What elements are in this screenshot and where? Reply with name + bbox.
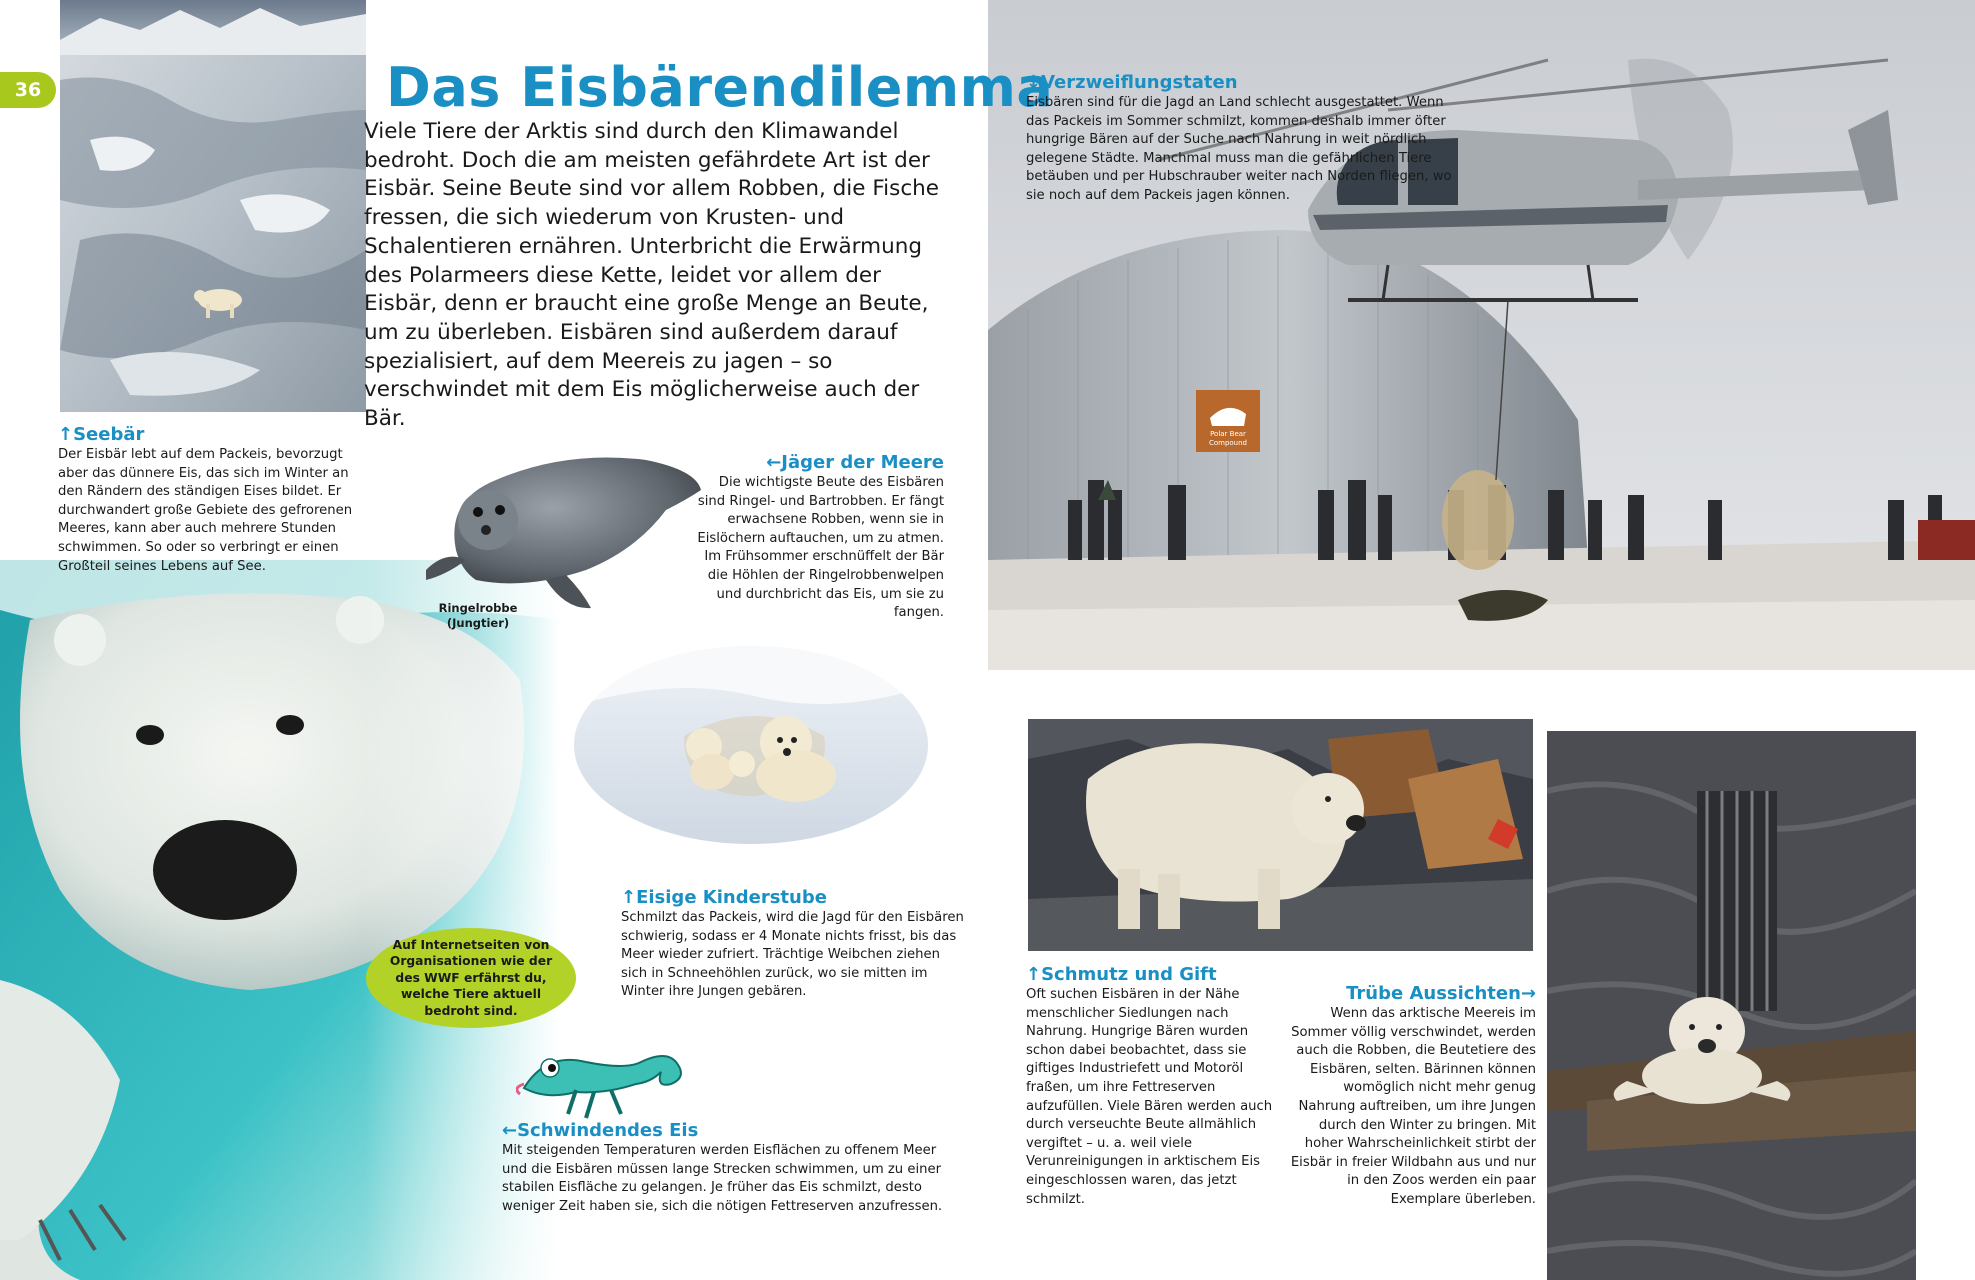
caption-schmutz xyxy=(1026,964,1286,1209)
caption-heading: Trübe Aussichten→ xyxy=(1346,983,1536,1004)
caption-text: Eisbären sind für die Jagd an Land schlecht ausgestattet. Wenn das Packeis im Sommer schmilzt, kommen deshalb immer öfter hungrige Bären auf der Suche nach Nahrung in weit nördlich gelegene Städte. Manchmal muss man die gefährlichen Tiere betäuben und per Hubschrauber weiter nach Norden fliegen, wo sie noch auf dem Packeis jagen können. xyxy=(1026,95,1452,203)
caption-heading: ↑Schmutz und Gift xyxy=(1026,964,1217,985)
seal-label: Ringelrobbe (Jungtier) xyxy=(438,601,518,630)
caption-schwindendes xyxy=(502,1120,958,1216)
caption-text: Mit steigenden Temperaturen werden Eisflächen zu offenem Meer und die Eisbären müssen lange Strecken schwimmen, um zu einer stabilen Eisfläche zu gelangen. Je früher das Eis schmilzt, desto weniger Zeit haben sie, sich die nötigen Fettreserven anzufressen. xyxy=(502,1143,943,1214)
page-title: Das Eisbärendilemma xyxy=(386,56,1054,119)
intro-text: Viele Tiere der Arktis sind durch den Klimawandel bedroht. Doch die am meisten gefährdete Art ist der Eisbär. Seine Beute sind vor allem Robben, die Fische fressen, die sich wiederum von Krusten- und Schalentieren ernähren. Unterbricht die Erwärmung des Polarmeers diese Kette, leidet vor allem der Eisbär, denn er braucht eine große Menge an Beute, um zu überleben. Eisbären sind außerdem darauf spezialisiert, auf dem Meereis zu jagen – so verschwindet mit dem Eis möglicherweise auch der Bär. xyxy=(364,119,939,432)
caption-heading: ↑Eisige Kinderstube xyxy=(621,887,827,908)
caption-heading: ↓Verzweiflungstaten xyxy=(1026,72,1238,93)
photo-bear-den xyxy=(574,646,928,844)
sign-line1: Polar Bear xyxy=(1210,430,1246,438)
caption-heading: ←Jäger der Meere xyxy=(766,452,944,473)
photo-swimming-bear xyxy=(0,560,560,1280)
caption-text: Oft suchen Eisbären in der Nähe menschlicher Siedlungen nach Nahrung. Hungrige Bären wurden schon dabei beobachtet, dass sie giftiges Industriefett und Motoröl fraßen, um ihre Fettreserven aufzufüllen. Viele Bären werden auch durch verseuchte Beute allmählich vergiftet – u. a. weil viele Verunreinigungen in arktischem Eis eingeschlossen waren, das jetzt schmilzt. xyxy=(1026,987,1273,1207)
caption-text: Schmilzt das Packeis, wird die Jagd für den Eisbären schwierig, sodass er 4 Monate nichts frisst, bis das Meer wieder zufriert. Trächtige Weibchen ziehen sich in Schneehöhlen zurück, wo sie mitten im Winter ihre Jungen gebären. xyxy=(621,910,964,1000)
info-bubble: Auf Internetseiten von Organisationen wie der des WWF erfährst du, welche Tiere aktuell bedroht sind. xyxy=(366,928,576,1028)
photo-ice-floe-bear xyxy=(60,0,366,412)
photo-bear-zoo xyxy=(1547,731,1916,1280)
caption-verzweiflung xyxy=(1026,72,1456,206)
photo-bear-garbage xyxy=(1028,719,1533,951)
caption-heading: ↑Seebär xyxy=(58,424,145,445)
caption-truebe xyxy=(1290,983,1536,1210)
caption-text: Wenn das arktische Meereis im Sommer völlig verschwindet, werden auch die Robben, die Beutetiere des Eisbären, selten. Bärinnen können womöglich nicht mehr genug Nahrung auftreiben, um ihre Jungen durch den Winter zu bringen. Mit hoher Wahrscheinlichkeit stirbt der Eisbär in freier Wildbahn aus und nur in den Zoos werden ein paar Exemplare überleben. xyxy=(1290,1006,1536,1207)
caption-text: Die wichtigste Beute des Eisbären sind Ringel- und Bartrobben. Er fängt erwachsene Robben, wenn sie in Eislöchern auftauchen, um zu atmen. Im Frühsommer erschnüffelt der Bär die Höhlen der Ringelrobbenwelpen und durchbricht das Eis, um sie zu fangen. xyxy=(697,475,944,621)
page-number-left: 36 xyxy=(0,72,56,108)
caption-heading: ←Schwindendes Eis xyxy=(502,1120,699,1141)
caption-kinderstube xyxy=(621,887,966,1002)
photo-ringed-seal xyxy=(416,440,706,615)
mascot-chameleon-icon xyxy=(516,1022,696,1122)
caption-seebaer xyxy=(58,424,358,576)
caption-jaeger xyxy=(688,452,944,623)
sign-line2: Compound xyxy=(1208,439,1248,447)
caption-text: Der Eisbär lebt auf dem Packeis, bevorzugt aber das dünnere Eis, das sich im Winter an den Rändern des ständigen Eises bildet. Er durchwandert große Gebiete des gefrorenen Meeres, kann aber auch mehrere Stunden schwimmen. So oder so verbringt er einen Großteil seines Lebens auf See. xyxy=(58,447,353,574)
